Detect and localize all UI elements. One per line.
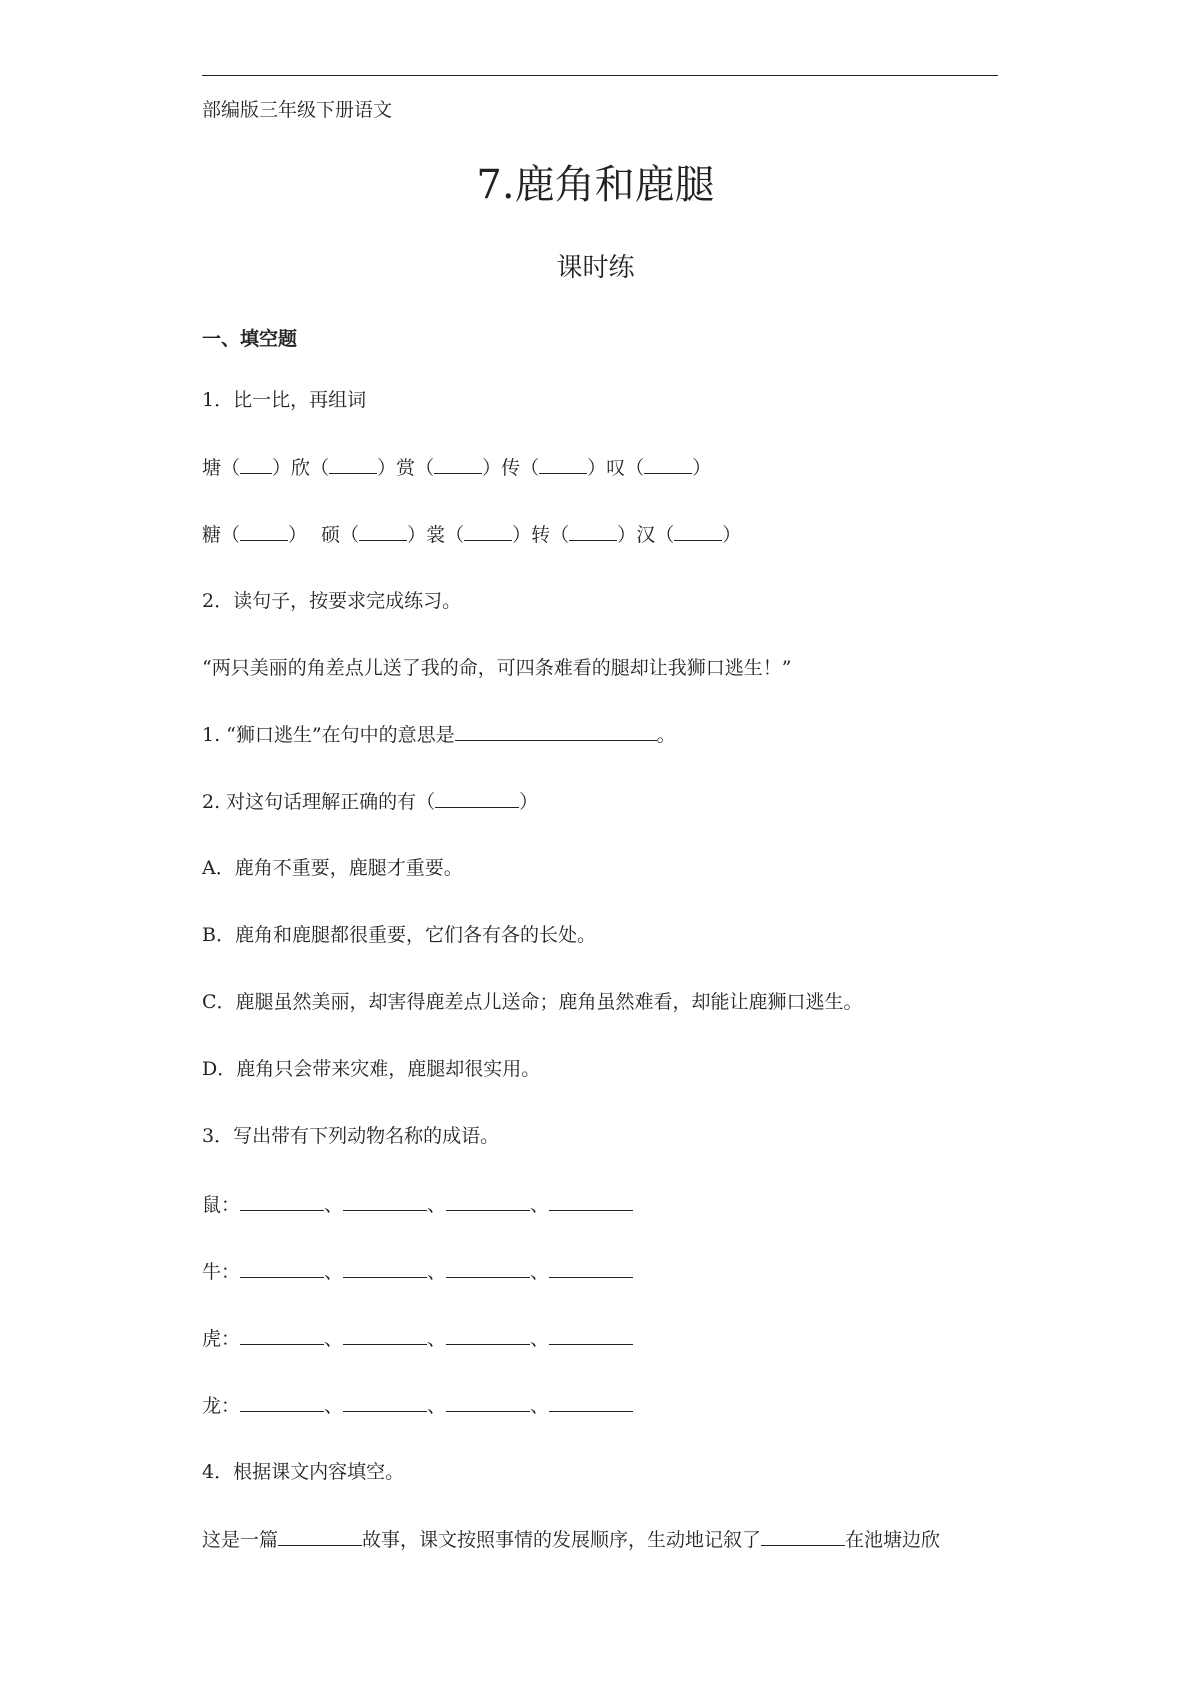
char: 传: [501, 457, 521, 479]
answer-blank[interactable]: [329, 455, 377, 474]
answer-blank[interactable]: [455, 722, 657, 741]
idiom-row-dragon: 龙： 、 、 、: [202, 1393, 633, 1418]
page-title: 7.鹿角和鹿腿: [476, 162, 715, 208]
option-b: B．鹿角和鹿腿都很重要，它们各有各的长处。: [202, 924, 596, 946]
answer-blank[interactable]: [446, 1326, 530, 1345]
question-1-prompt: 1．比一比，再组词: [202, 389, 367, 411]
header-rule: [202, 75, 998, 76]
question-1-row-1: 塘（ ）欣（ ）赏（ ）传（ ）叹（ ）: [202, 457, 712, 479]
answer-blank[interactable]: [240, 455, 272, 474]
answer-blank[interactable]: [674, 522, 722, 541]
answer-blank[interactable]: [343, 1192, 427, 1211]
char: 转: [531, 524, 551, 546]
answer-blank[interactable]: [446, 1393, 530, 1412]
answer-blank[interactable]: [343, 1259, 427, 1278]
question-2-sub-2: 2. 对这句话理解正确的有（ ）: [202, 791, 539, 813]
answer-blank[interactable]: [644, 455, 692, 474]
answer-blank[interactable]: [549, 1192, 633, 1211]
question-2-prompt: 2．读句子，按要求完成练习。: [202, 590, 462, 612]
answer-blank[interactable]: [359, 522, 407, 541]
char: 硕: [321, 524, 341, 546]
char: 叹: [606, 457, 626, 479]
answer-blank[interactable]: [240, 1393, 324, 1412]
answer-blank[interactable]: [278, 1527, 362, 1546]
answer-blank[interactable]: [446, 1192, 530, 1211]
answer-blank[interactable]: [549, 1393, 633, 1412]
section-heading: 一、填空题: [202, 328, 298, 350]
char: 欣: [291, 457, 311, 479]
idiom-row-tiger: 虎： 、 、 、: [202, 1326, 633, 1351]
char: 裳: [426, 524, 446, 546]
char: 汉: [636, 524, 656, 546]
answer-blank[interactable]: [240, 1259, 324, 1278]
option-a: A．鹿角不重要，鹿腿才重要。: [202, 857, 463, 879]
question-2-quote: “两只美丽的角差点儿送了我的命，可四条难看的腿却让我狮口逃生！”: [202, 657, 792, 679]
question-2-sub-1: 1. “狮口逃生”在句中的意思是 。: [202, 724, 676, 746]
answer-blank[interactable]: [549, 1326, 633, 1345]
answer-blank[interactable]: [240, 1326, 324, 1345]
source-label: 部编版三年级下册语文: [202, 99, 393, 121]
answer-blank[interactable]: [343, 1326, 427, 1345]
answer-blank[interactable]: [539, 455, 587, 474]
question-3-prompt: 3．写出带有下列动物名称的成语。: [202, 1125, 500, 1147]
answer-blank[interactable]: [434, 455, 482, 474]
char: 糖: [202, 524, 222, 546]
question-1-row-2: 糖（ ） 硕（ ）裳（ ）转（ ）汉（ ）: [202, 524, 742, 546]
answer-blank[interactable]: [240, 522, 288, 541]
idiom-row-ox: 牛： 、 、 、: [202, 1259, 633, 1284]
answer-blank[interactable]: [435, 789, 519, 808]
answer-blank[interactable]: [549, 1259, 633, 1278]
question-4-prompt: 4．根据课文内容填空。: [202, 1461, 405, 1483]
option-d: D．鹿角只会带来灾难，鹿腿却很实用。: [202, 1058, 541, 1080]
question-4-text: 这是一篇 故事，课文按照事情的发展顺序，生动地记叙了 在池塘边欣: [202, 1529, 941, 1551]
idiom-row-mouse: 鼠： 、 、 、: [202, 1192, 633, 1217]
answer-blank[interactable]: [569, 522, 617, 541]
answer-blank[interactable]: [240, 1192, 324, 1211]
answer-blank[interactable]: [464, 522, 512, 541]
option-c: C．鹿腿虽然美丽，却害得鹿差点儿送命；鹿角虽然难看，却能让鹿狮口逃生。: [202, 991, 863, 1013]
page-subtitle: 课时练: [556, 253, 635, 283]
answer-blank[interactable]: [761, 1527, 845, 1546]
char: 赏: [396, 457, 416, 479]
answer-blank[interactable]: [343, 1393, 427, 1412]
char: 塘: [202, 457, 222, 479]
answer-blank[interactable]: [446, 1259, 530, 1278]
